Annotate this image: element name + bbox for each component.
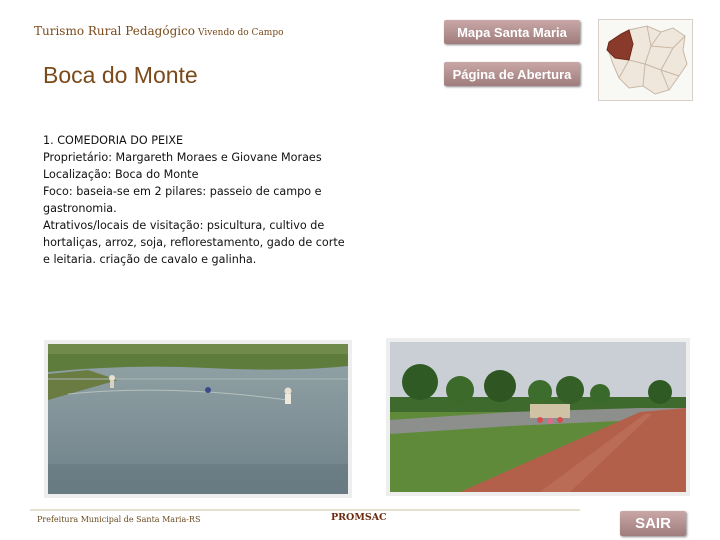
focus-line: Foco: baseia-se em 2 pilares: passeio de campo e gastronomia. — [43, 185, 322, 215]
footer-program: PROMSAC — [331, 512, 387, 523]
attractions-line: Atrativos/locais de visitação: psicultura, cultivo de hortaliças, arroz, soja, reflorestamento, gado de corte e leitaria. criação de cavalo e galinha. — [43, 219, 345, 266]
district-map-thumbnail[interactable] — [598, 19, 693, 101]
exit-button[interactable]: SAIR — [620, 511, 686, 536]
footer-municipality: Prefeitura Municipal de Santa Maria-RS — [37, 515, 201, 524]
footer-divider — [30, 509, 580, 511]
road-landscape-photo — [386, 338, 690, 496]
map-santa-maria-button[interactable]: Mapa Santa Maria — [444, 20, 580, 44]
program-subtitle: Vivendo do Campo — [198, 28, 284, 38]
program-label — [34, 20, 284, 39]
home-page-button[interactable]: Página de Abertura — [444, 62, 580, 86]
santa-maria-map-icon — [599, 20, 692, 100]
location-line: Localização: Boca do Monte — [43, 168, 199, 181]
page-title: Boca do Monte — [43, 62, 198, 88]
fish-pond-photo — [44, 340, 352, 498]
program-title: Turismo Rural Pedagógico — [34, 24, 196, 38]
establishment-name: 1. COMEDORIA DO PEIXE — [43, 134, 184, 147]
owner-line: Proprietário: Margareth Moraes e Giovane Moraes — [43, 151, 322, 164]
establishment-description — [43, 132, 353, 268]
